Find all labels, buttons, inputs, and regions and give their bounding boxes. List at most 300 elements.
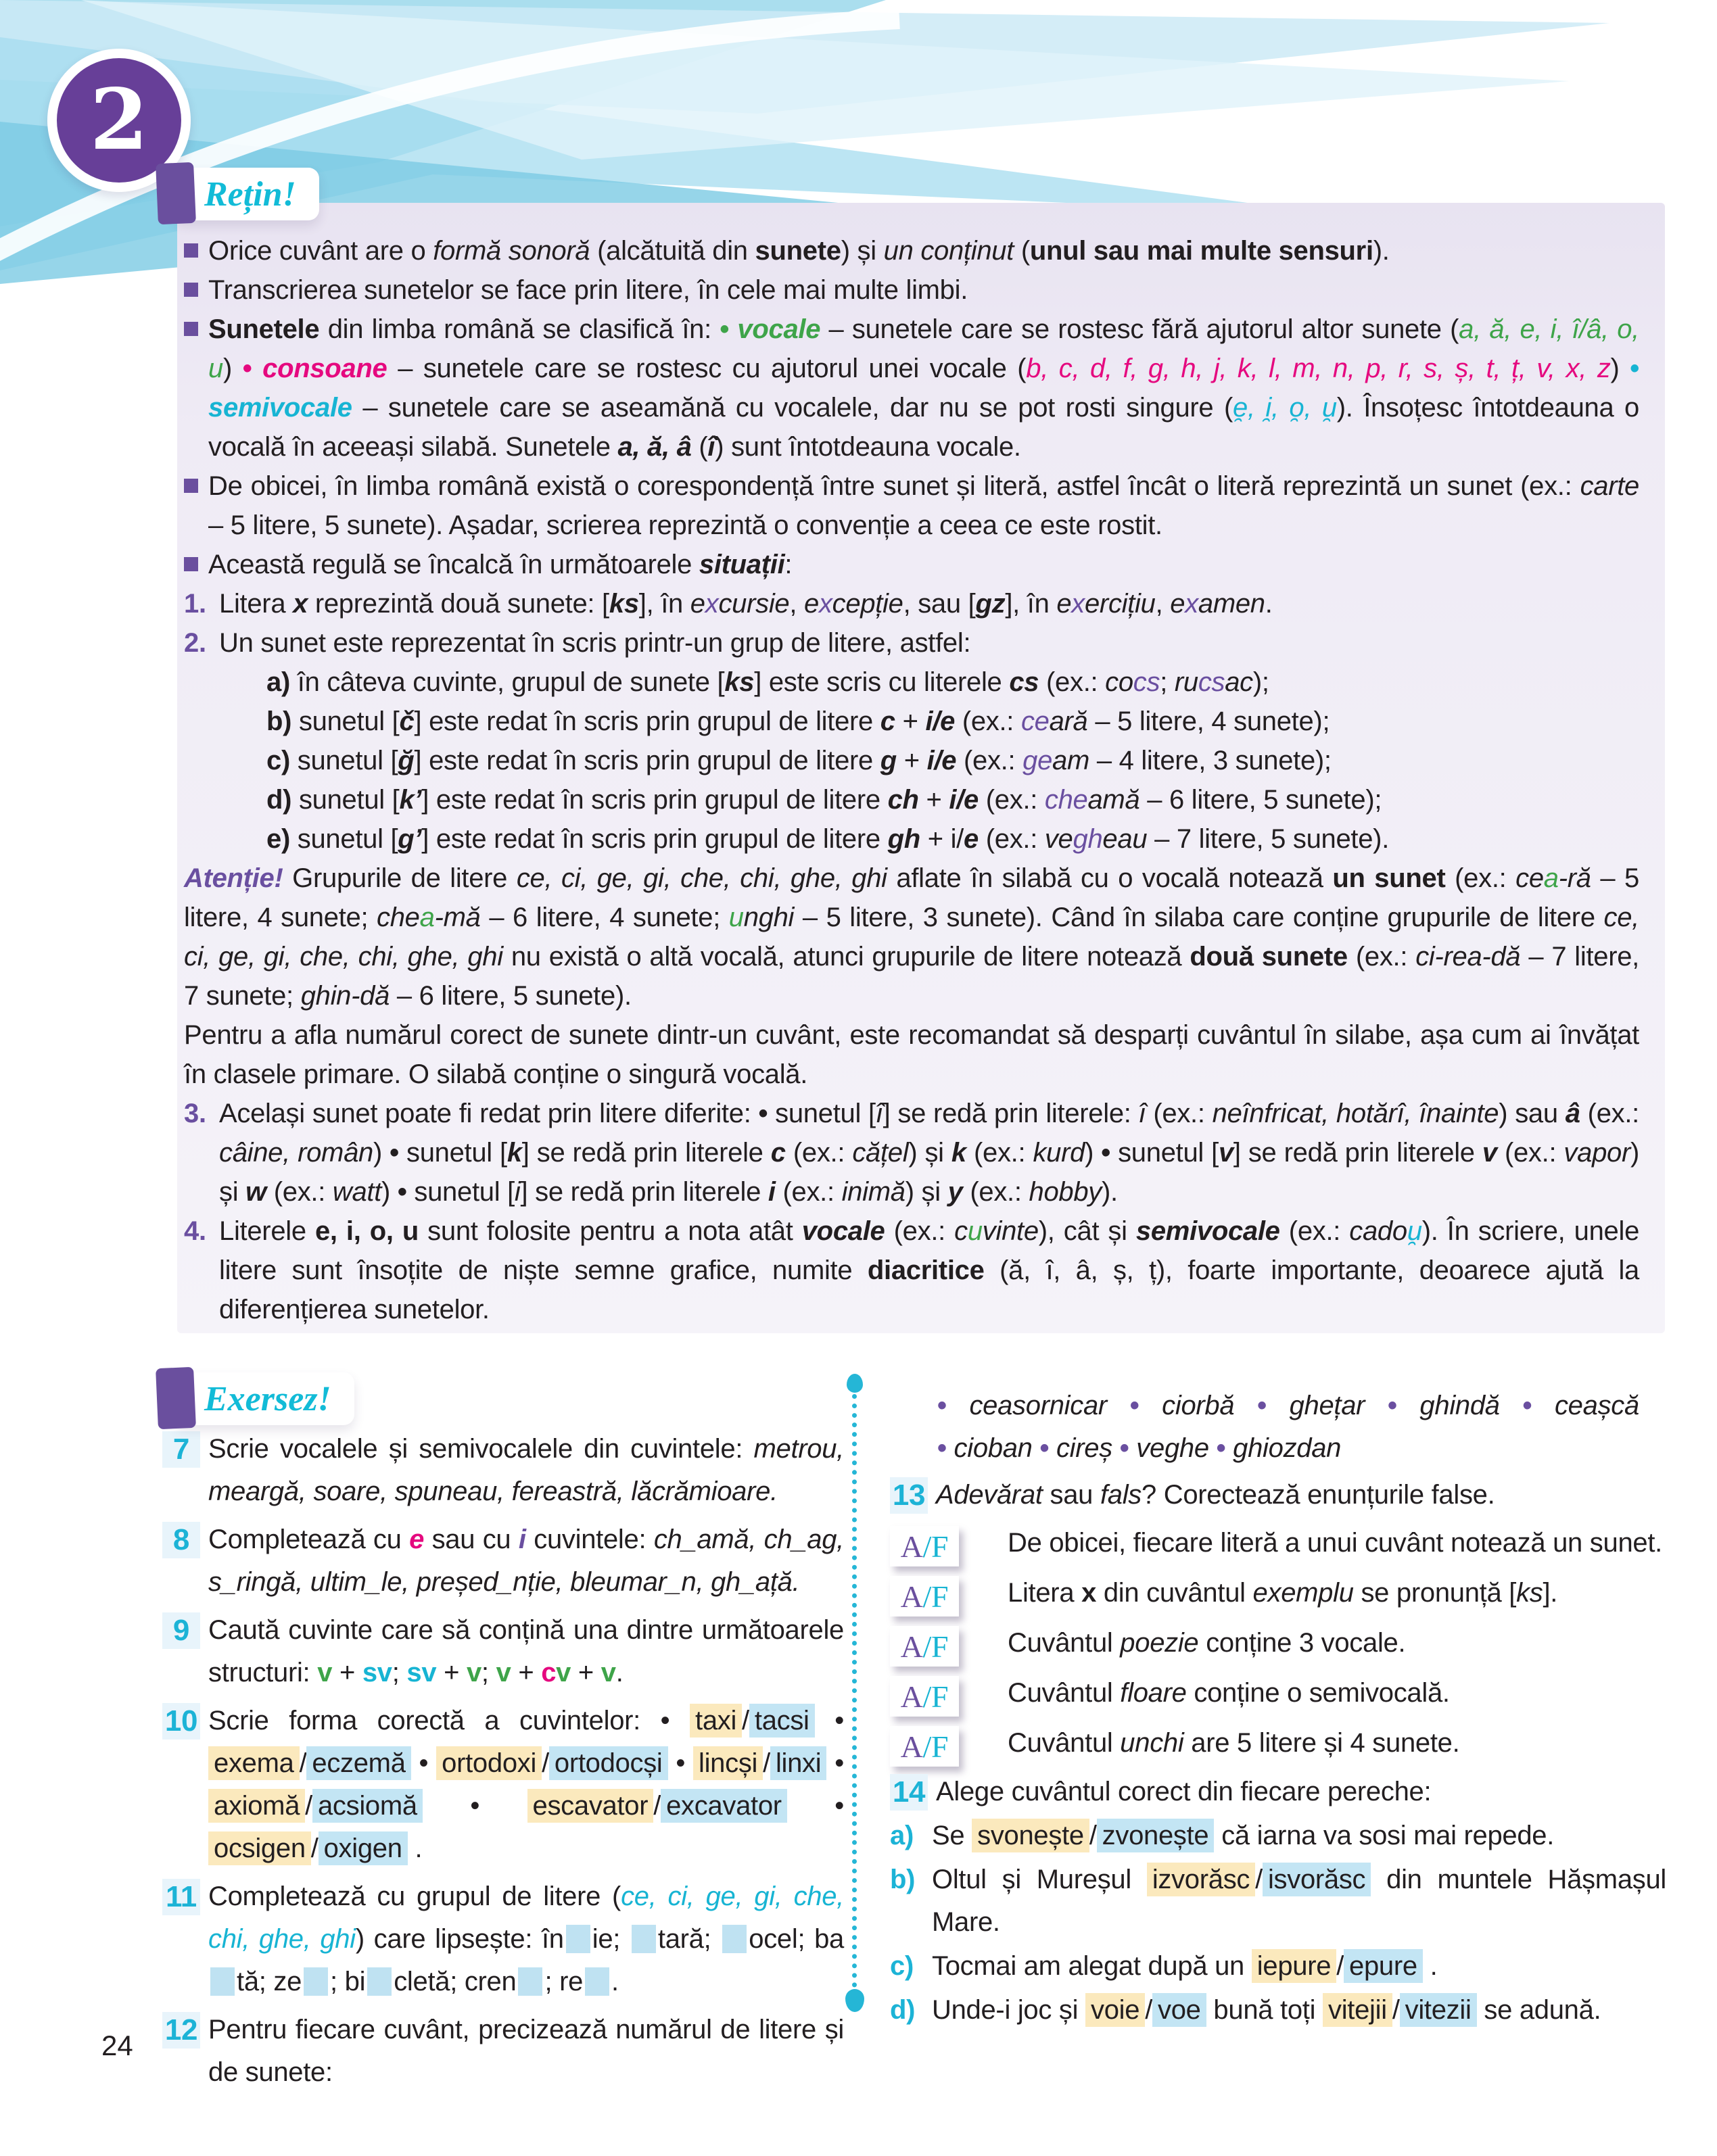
text-segment: •: [667, 1748, 693, 1778]
text-segment: ortodocși: [549, 1746, 668, 1780]
text-line: [184, 584, 1639, 623]
list-number: 2.: [184, 628, 206, 658]
text-segment: aflate în silabă cu o vocală notează: [887, 863, 1333, 893]
text-segment: /: [742, 1706, 749, 1735]
text-segment: gz: [975, 589, 1006, 619]
text-segment: cletă; cren: [394, 1967, 517, 1996]
text-segment: ): [222, 354, 243, 383]
af-choice-badge[interactable]: [890, 1576, 959, 1616]
text-segment: conține 3 vocale.: [1198, 1628, 1406, 1658]
exercise-number-badge: 9: [162, 1612, 200, 1649]
pair-letter: c): [890, 1951, 914, 1981]
text-segment: are 5 litere și 4 sunete.: [1183, 1728, 1460, 1758]
text-segment: unchi: [1120, 1728, 1184, 1758]
text-segment: e): [266, 824, 290, 854]
bullet-square-icon: [184, 557, 198, 571]
text-segment: ) care lipsește: în: [355, 1924, 564, 1954]
text-segment: sunetul [: [289, 746, 398, 775]
text-segment: Orice cuvânt are o: [208, 236, 433, 266]
text-segment: Pentru fiecare cuvânt, precizează numărul de litere și de sunete:: [208, 2015, 844, 2087]
text-segment: amen: [1198, 589, 1265, 619]
text-segment: două sunete: [1190, 942, 1348, 972]
text-segment: Un sunet este reprezentat în scris printr-un grup de litere, astfel:: [219, 628, 971, 658]
text-segment: ). Însoțesc întotdeauna o vocală în aceeași silabă. Sunetele: [208, 393, 1639, 462]
text-segment: Completează cu grupul de litere (: [208, 1882, 621, 1911]
pair-text: [932, 1945, 1666, 1988]
text-segment: – 6 litere, 4 sunete;: [480, 903, 729, 932]
text-segment: cepție: [832, 589, 903, 619]
text-line: [184, 1094, 1639, 1212]
text-segment: ghiozdan: [1233, 1433, 1342, 1463]
text-segment: ie;: [592, 1924, 630, 1954]
text-segment: i/e: [925, 706, 956, 736]
exercise-item: [162, 1518, 844, 1604]
statement-text: [1008, 1522, 1666, 1566]
text-segment: situații: [699, 550, 785, 579]
text-segment: ; re: [544, 1967, 584, 1996]
text-segment: ks: [724, 667, 755, 697]
text-segment: cuvintele:: [525, 1525, 654, 1554]
text-segment: .: [1265, 589, 1273, 619]
text-segment: [1033, 1433, 1040, 1463]
letter-gap-box: [518, 1967, 542, 1996]
text-segment: (ă, î, â, ș, ț), foarte importante, deoarece ajută la diferențierea sunetelor.: [219, 1255, 1639, 1324]
page-number: 24: [101, 2030, 133, 2061]
text-segment: reprezintă două sunete: [: [308, 589, 609, 619]
text-segment: excavator: [661, 1789, 787, 1823]
text-segment: (ex.:: [1347, 942, 1416, 972]
exercise-number-badge: 11: [162, 1879, 200, 1915]
af-slash: /: [922, 1729, 932, 1764]
text-segment: kʼ: [399, 785, 422, 815]
bullet-square-icon: [184, 479, 198, 493]
text-segment: +: [918, 785, 949, 815]
text-segment: [1365, 1391, 1388, 1420]
text-segment: [1107, 1391, 1130, 1420]
text-segment: che: [1044, 785, 1088, 815]
text-segment: – 7 litere, 7 sunete;: [184, 942, 1639, 1011]
exercise-item: [162, 1609, 844, 1694]
text-segment: Caută cuvinte care să conțină una dintre următoarele structuri:: [208, 1615, 844, 1687]
text-segment: a: [1543, 863, 1559, 893]
text-segment: x: [293, 589, 308, 619]
text-segment: consoane: [262, 354, 387, 383]
text-segment: i/e: [926, 746, 957, 775]
exercise-item: [890, 1771, 1666, 1813]
text-segment: ghin-dă: [300, 981, 390, 1011]
af-choice-badge[interactable]: [890, 1526, 959, 1566]
text-segment: •: [1101, 1138, 1119, 1168]
text-segment: cs: [1009, 667, 1039, 697]
text-segment: ceasornicar: [969, 1391, 1107, 1420]
letter-gap-box: [566, 1925, 590, 1953]
text-segment: am: [1052, 746, 1089, 775]
pair-letter: b): [890, 1865, 916, 1894]
text-segment: ;: [481, 1658, 496, 1687]
text-segment: e: [409, 1525, 425, 1554]
text-segment: sunetul [: [775, 1099, 876, 1128]
text-segment: metrou, meargă, soare, spuneau, fereastră, lăcrămioare.: [208, 1434, 844, 1506]
af-false-letter[interactable]: F: [931, 1729, 949, 1764]
text-segment: č: [399, 706, 415, 736]
text-segment: un sunet: [1332, 863, 1446, 893]
text-segment: Unde-i joc și: [932, 1995, 1085, 2025]
pair-text: [932, 1815, 1666, 1857]
text-segment: isvorăsc: [1263, 1863, 1371, 1896]
text-segment: Adevărat: [936, 1480, 1043, 1510]
text-segment: +: [571, 1658, 601, 1687]
text-segment: De obicei, în limba română există o corespondență între sunet și literă, astfel încât o literă reprezintă un sunet (ex.:: [208, 471, 1580, 501]
af-slash: /: [922, 1579, 932, 1614]
text-line: [184, 231, 1639, 270]
text-line: [184, 702, 1639, 741]
text-segment: – 5 litere, 5 sunete). Așadar, scrierea reprezintă o convenție a ceea ce este rostit.: [208, 510, 1162, 540]
text-segment: (ex.:: [1580, 1099, 1639, 1128]
text-segment: ) sau: [1499, 1099, 1566, 1128]
text-segment: eau: [1102, 824, 1148, 854]
text-line: [184, 741, 1639, 780]
text-segment: sunetul [: [414, 1177, 515, 1207]
text-segment: [1112, 1433, 1120, 1463]
text-segment: ). În scriere, unele litere sunt însoțite de niște semne grafice, numite: [219, 1216, 1640, 1285]
text-segment: •: [1119, 1433, 1137, 1463]
text-segment: ): [381, 1177, 398, 1207]
text-segment: +: [511, 1658, 542, 1687]
text-segment: ).: [1373, 236, 1390, 266]
text-line: [184, 466, 1639, 545]
text-segment: /: [763, 1748, 770, 1778]
text-segment: a: [419, 903, 435, 932]
text-segment: ) și: [841, 236, 884, 266]
af-false-letter[interactable]: F: [931, 1579, 949, 1614]
text-segment: i: [768, 1177, 776, 1207]
exercise-number-badge: 7: [162, 1431, 200, 1468]
text-segment: diacritice: [867, 1255, 985, 1285]
text-segment: /: [1145, 1995, 1153, 2025]
text-segment: ) sunt întotdeauna vocale.: [715, 432, 1021, 462]
text-segment: Litera: [219, 589, 293, 619]
text-segment: /: [542, 1748, 549, 1778]
af-choice-badge[interactable]: [890, 1726, 959, 1767]
text-segment: ercițiu: [1084, 589, 1156, 619]
letter-gap-box: [632, 1925, 656, 1953]
text-segment: ): [373, 1138, 390, 1168]
text-segment: – 7 litere, 5 sunete).: [1147, 824, 1390, 854]
text-segment: .: [615, 1658, 624, 1687]
text-segment: hobby: [1029, 1177, 1102, 1207]
text-segment: lincși: [693, 1746, 763, 1780]
exersez-label: [173, 1372, 354, 1425]
text-segment: cursie: [718, 589, 790, 619]
text-segment: â: [1565, 1099, 1580, 1128]
letter-gap-box: [210, 1967, 235, 1996]
text-segment: che: [377, 903, 420, 932]
text-segment: •: [1630, 354, 1639, 383]
text-segment: u: [967, 1216, 983, 1246]
text-segment: •: [814, 1706, 844, 1735]
text-segment: ).: [1102, 1177, 1118, 1207]
text-segment: acsiomă: [312, 1789, 423, 1823]
text-segment: tă; ze: [237, 1967, 302, 1996]
text-segment: •: [242, 354, 263, 383]
text-segment: iepure: [1252, 1949, 1336, 1983]
text-segment: linxi: [770, 1746, 826, 1780]
text-segment: v: [1482, 1138, 1497, 1168]
text-segment: ] este redat în scris prin grupul de litere: [421, 785, 888, 815]
text-segment: (: [691, 432, 708, 462]
text-segment: x: [1081, 1578, 1097, 1608]
text-segment: ] este scris cu literele: [754, 667, 1010, 697]
text-segment: .: [1422, 1951, 1438, 1981]
unit-number: 2: [89, 71, 149, 169]
exersez-label-text: Exersez!: [204, 1379, 331, 1418]
text-segment: u: [728, 903, 744, 932]
word-pair-row: [890, 1945, 1666, 1988]
text-segment: că iarna va sosi mai repede.: [1214, 1821, 1555, 1850]
text-segment: se pronunță [: [1353, 1578, 1517, 1608]
text-segment: ve: [1044, 824, 1073, 854]
text-segment: oxigen: [319, 1831, 408, 1865]
exercise-number-badge: 10: [162, 1703, 200, 1740]
text-segment: Același sunet poate fi redat prin litere diferite:: [219, 1099, 759, 1128]
text-segment: .: [407, 1834, 423, 1863]
text-segment: •: [1387, 1391, 1420, 1420]
text-segment: x: [705, 589, 719, 619]
text-segment: ge: [1022, 746, 1053, 775]
text-segment: (ex.:: [885, 1216, 955, 1246]
text-segment: ] este redat în scris prin grupul de litere: [414, 706, 880, 736]
text-segment: ;: [1160, 667, 1175, 697]
text-segment: c: [954, 1216, 968, 1246]
text-segment: exemplu: [1252, 1578, 1354, 1608]
text-segment: d): [266, 785, 292, 815]
text-segment: vocale: [801, 1216, 885, 1246]
text-segment: sau: [1042, 1480, 1100, 1510]
text-segment: ocsigen: [208, 1831, 311, 1865]
text-segment: ) și: [908, 1138, 951, 1168]
text-segment: ghindă: [1419, 1391, 1500, 1420]
text-segment: k: [507, 1138, 522, 1168]
text-segment: ) și: [219, 1138, 1640, 1207]
text-segment: a): [266, 667, 290, 697]
text-segment: e: [963, 824, 979, 854]
text-segment: câine, român: [219, 1138, 373, 1168]
text-segment: ciorbă: [1162, 1391, 1235, 1420]
pair-letter: a): [890, 1821, 914, 1850]
text-segment: veghe: [1136, 1433, 1209, 1463]
af-true-letter[interactable]: A: [900, 1579, 923, 1614]
text-segment: tacsi: [749, 1704, 815, 1738]
text-segment: i: [514, 1177, 521, 1207]
exercise-item: [890, 1474, 1666, 1516]
text-line: [184, 1212, 1639, 1329]
text-segment: nu există o altă vocală, atunci grupurile de litere notează: [502, 942, 1190, 972]
text-segment: Litera: [1008, 1578, 1082, 1608]
text-segment: axiomă: [208, 1789, 305, 1823]
exercise-number-badge: 12: [162, 2012, 200, 2049]
af-true-letter[interactable]: A: [900, 1729, 923, 1764]
exercise-item: [162, 1428, 844, 1513]
text-segment: g: [880, 746, 897, 775]
af-true-letter[interactable]: A: [900, 1679, 923, 1714]
text-segment: •: [1129, 1391, 1162, 1420]
text-segment: e, i, o, u: [314, 1216, 419, 1246]
text-segment: din cuvântul: [1096, 1578, 1253, 1608]
text-segment: ce, ci, ge, gi, che, chi, ghe, ghi: [516, 863, 887, 893]
column-divider: [852, 1394, 857, 1988]
text-segment: , sau [: [903, 589, 976, 619]
af-choice-badge[interactable]: [890, 1676, 959, 1717]
text-line: [184, 663, 1639, 702]
text-segment: ,: [789, 589, 804, 619]
list-number: 4.: [184, 1216, 206, 1246]
text-segment: [1500, 1391, 1523, 1420]
text-segment: î: [707, 432, 715, 462]
text-segment: î: [1138, 1099, 1146, 1128]
text-segment: ], în: [1005, 589, 1057, 619]
text-segment: sau cu: [424, 1525, 519, 1554]
text-segment: •: [1257, 1391, 1290, 1420]
text-segment: Cuvântul: [1008, 1678, 1121, 1708]
text-segment: sunetul [: [291, 706, 400, 736]
pair-text: [932, 1859, 1666, 1944]
exercise-item: [162, 2009, 844, 2094]
text-segment: -ră: [1558, 863, 1591, 893]
bullet-square-icon: [184, 243, 198, 258]
word-list-row: [890, 1385, 1666, 1427]
af-choice-badge[interactable]: [890, 1626, 959, 1667]
text-segment: w: [245, 1177, 266, 1207]
text-line: [184, 780, 1639, 819]
text-segment: sv: [406, 1658, 437, 1687]
text-segment: svonește: [972, 1819, 1089, 1852]
exercise-item: [162, 1875, 844, 2003]
text-segment: e: [804, 589, 819, 619]
text-segment: ğ: [398, 746, 415, 775]
letter-gap-box: [304, 1967, 328, 1996]
exercise-number-badge: 8: [162, 1522, 200, 1558]
text-segment: neînfricat, hotărî, înainte: [1212, 1099, 1499, 1128]
text-segment: v: [317, 1658, 333, 1687]
text-segment: (ex.:: [978, 785, 1045, 815]
text-segment: ci-rea-dă: [1415, 942, 1521, 972]
text-segment: Transcrierea sunetelor se face prin litere, în cele mai multe limbi.: [208, 275, 968, 305]
exercise-number-badge: 14: [890, 1774, 928, 1811]
text-segment: /: [1089, 1821, 1097, 1850]
text-segment: Scrie vocalele și semivocalele din cuvintele:: [208, 1434, 754, 1464]
text-segment: •: [1522, 1391, 1555, 1420]
text-segment: ch_amă, ch_ag, s_ringă, ultim_le, președ_nție, bleumar_n, gh_ață.: [208, 1525, 844, 1597]
af-true-letter[interactable]: A: [900, 1629, 923, 1664]
brush-square-icon: [156, 162, 196, 224]
text-segment: co: [1105, 667, 1133, 697]
true-false-row: [890, 1722, 1666, 1767]
text-segment: ) și: [905, 1177, 948, 1207]
text-segment: •: [397, 1177, 415, 1207]
text-segment: ks: [1516, 1578, 1543, 1608]
text-segment: în câteva cuvinte, grupul de sunete [: [289, 667, 725, 697]
text-segment: vocale: [737, 314, 821, 344]
text-segment: ch: [887, 785, 919, 815]
text-line: [184, 1015, 1639, 1094]
af-slash: /: [922, 1629, 932, 1664]
text-segment: Scrie forma corectă a cuvintelor: •: [208, 1706, 690, 1735]
text-segment: c): [266, 746, 290, 775]
list-number: 3.: [184, 1099, 206, 1128]
text-segment: watt: [332, 1177, 382, 1207]
text-segment: carte: [1580, 471, 1639, 501]
letter-gap-box: [367, 1967, 392, 1996]
text-segment: (ex.:: [966, 1138, 1033, 1168]
text-segment: v: [496, 1658, 511, 1687]
retin-label-text: Rețin!: [204, 174, 296, 214]
text-segment: i: [518, 1525, 526, 1554]
text-segment: – 4 litere, 3 sunete);: [1089, 746, 1332, 775]
text-segment: vitezii: [1400, 1993, 1477, 2027]
af-false-letter[interactable]: F: [931, 1529, 949, 1564]
text-segment: zvonește: [1097, 1819, 1215, 1852]
text-segment: Cuvântul: [1008, 1628, 1121, 1658]
text-segment: a, ă, â: [617, 432, 692, 462]
text-segment: gh: [887, 824, 920, 854]
text-segment: v: [466, 1658, 481, 1687]
text-segment: /: [299, 1748, 307, 1778]
text-segment: Tocmai am alegat după un: [932, 1951, 1252, 1981]
text-segment: taxi: [690, 1704, 742, 1738]
text-segment: ] se redă prin literele:: [883, 1099, 1139, 1128]
text-segment: •: [786, 1791, 844, 1821]
text-segment: – 5 litere, 3 sunete). Când în silaba care conține grupurile de litere: [794, 903, 1604, 932]
bullet-square-icon: [184, 283, 198, 297]
af-false-letter[interactable]: F: [931, 1679, 949, 1714]
text-segment: – 6 litere, 5 sunete).: [390, 981, 632, 1011]
af-false-letter[interactable]: F: [931, 1629, 949, 1664]
text-segment: (: [1014, 236, 1030, 266]
text-segment: Atenție!: [184, 863, 283, 893]
text-segment: (ex.:: [1279, 1216, 1350, 1246]
text-segment: (ex.:: [775, 1177, 842, 1207]
text-segment: c: [541, 1658, 557, 1687]
text-segment: sv: [362, 1658, 392, 1687]
text-line: [184, 623, 1639, 663]
true-false-row: [890, 1572, 1666, 1616]
text-segment: – sunetele care se rostesc cu ajutorul unei vocale (: [387, 354, 1027, 383]
text-segment: – 5 litere, 4 sunete;: [184, 863, 1639, 932]
text-segment: ară: [1049, 706, 1088, 736]
text-segment: [1234, 1391, 1257, 1420]
text-segment: [1209, 1433, 1217, 1463]
true-false-row: [890, 1522, 1666, 1566]
text-segment: ghețar: [1289, 1391, 1365, 1420]
text-segment: ), cât și: [1038, 1216, 1136, 1246]
text-segment: cioban: [954, 1433, 1033, 1463]
text-segment: izvorăsc: [1147, 1863, 1255, 1896]
retin-box: [177, 203, 1665, 1333]
text-segment: semivocale: [208, 393, 352, 423]
af-true-letter[interactable]: A: [900, 1529, 923, 1564]
text-segment: ks: [609, 589, 639, 619]
text-segment: ? Corectează enunțurile false.: [1141, 1480, 1495, 1510]
text-segment: floare: [1120, 1678, 1187, 1708]
text-segment: Grupurile de litere: [283, 863, 517, 893]
text-segment: – sunetele care se aseamănă cu vocalele, dar nu se pot rosti singure (: [352, 393, 1233, 423]
text-segment: cățel: [852, 1138, 909, 1168]
text-segment: a, ă, e, i, î/â, o, u: [208, 314, 1639, 383]
text-segment: +: [896, 746, 927, 775]
text-segment: •: [390, 1138, 406, 1168]
letter-gap-box: [722, 1925, 747, 1953]
text-segment: ], în: [638, 589, 690, 619]
